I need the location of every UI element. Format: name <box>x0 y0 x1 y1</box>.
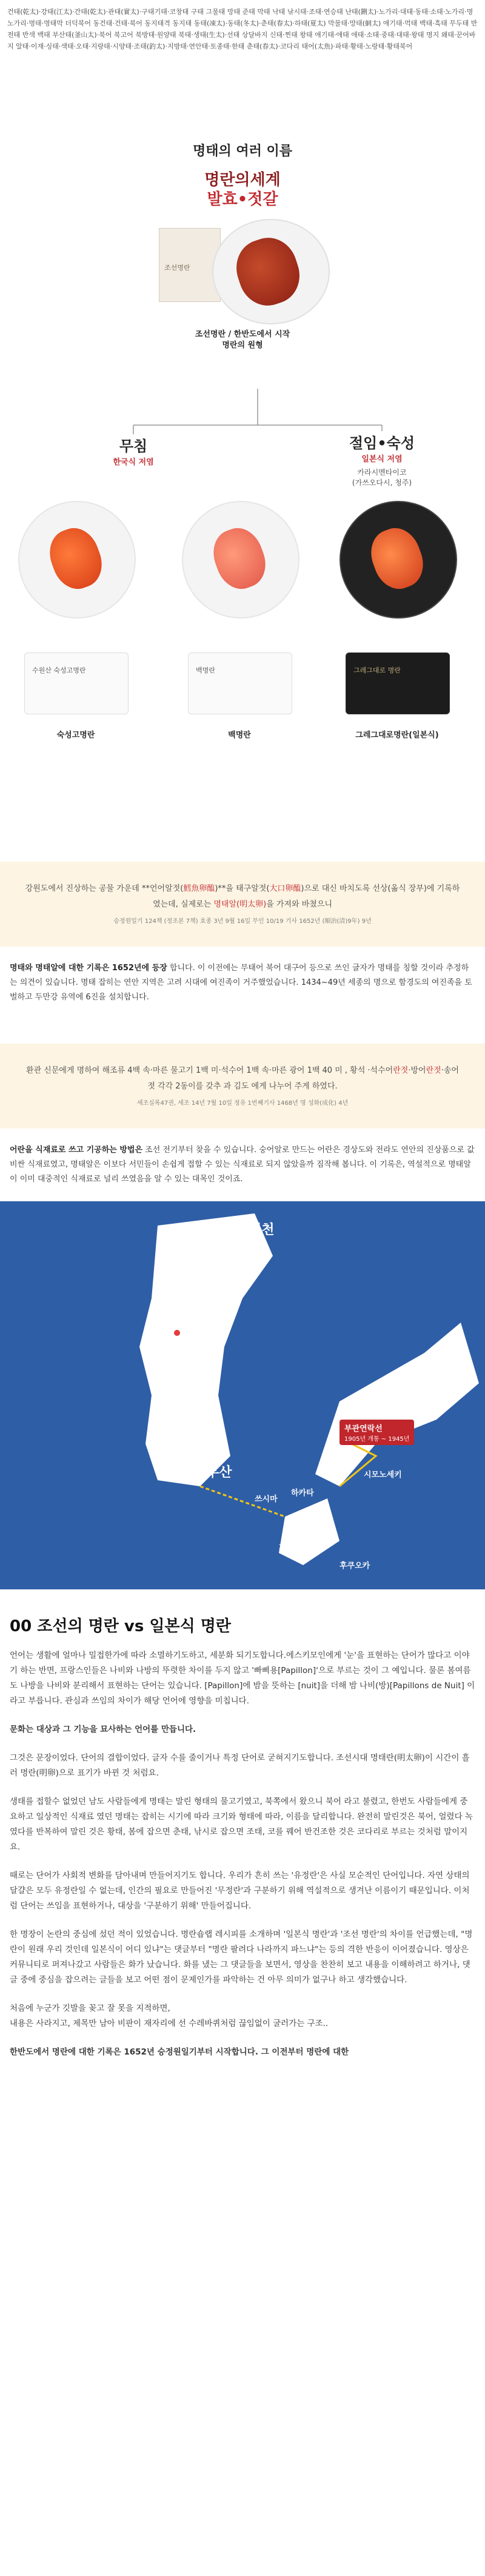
body-text <box>0 1648 485 2060</box>
map-label-tsushima: 쓰시마 <box>255 1495 278 1504</box>
quote2-part-b: ·방어 <box>408 1066 426 1075</box>
branch-note-line2: (가쓰오다시, 청주) <box>352 478 412 487</box>
seoul-marker-icon <box>173 1329 181 1337</box>
body-paragraph: 처음에 누군가 깃발을 꽂고 잘 못을 지적하면, 내용은 사라지고, 제목만 남아 비판이 재자리에 선 수레바퀴처럼 끊임없이 굴러가는 구조.. <box>10 2004 329 2028</box>
pack-japanese <box>346 652 450 714</box>
pack-sukseong <box>24 652 129 714</box>
route-badge-title: 부관연락선 <box>344 1424 383 1434</box>
map-label-sinpo: 신포 <box>230 1264 246 1273</box>
quote-part-d: 을 가져와 바쳤으니 <box>266 900 332 909</box>
branch-korean <box>61 434 206 467</box>
map-label-myeongcheon: 명천 <box>249 1223 275 1238</box>
quote-part-a: 강원도에서 진상하는 공물 가운데 **언어알젓( <box>25 884 184 893</box>
japan-honshu-shape <box>315 1323 479 1486</box>
route-badge-sub: 1905년 개통 ~ 1945년 <box>344 1436 410 1443</box>
korean-peninsula-shape <box>139 1213 273 1486</box>
japan-kyushu-shape <box>279 1498 340 1565</box>
quote2-part-red-b: 란젓 <box>426 1066 441 1075</box>
quote-part-c: )으로 대신 바치도록 선상(옮식 장부)에 기록하였는데, 실제로는 <box>153 884 460 909</box>
branch-korean-subtitle: 한국식 저염 <box>113 458 154 467</box>
quote-sejo <box>0 1044 485 1129</box>
product-label-sukseong: 숙성고명란 <box>56 731 95 740</box>
route-map-shapes <box>0 1201 485 1589</box>
branch-lines <box>0 389 485 437</box>
body-paragraph: 그것은 문장이었다. 단어의 결합이었다. 글자 수를 줄이거나 특정 단어로 굳혀지기도합니다. 조선시대 명태란(明太卵)이 시간이 흘러 명란(明卵)으로 표기가 바뀐 것 처럼요. <box>10 1753 470 1778</box>
body-paragraph: 생태를 접할수 없었던 남도 사람들에게 명태는 말린 형태의 물고기였고, 북쪽에서 왔으니 북어 라고 불렸고, 한번도 사람들에게 중요하고 일상적인 식재료 였던 명태는 잡히는 시기에 따라 크기와 형태에 따라, 이름을 달리합니다. 완전히 말린것은 북어, 얼렸다 녹였다를 반복하여 말린 것은 황태, 봄에 잡으면 춘태, 낚시로 잡으면 조태, 코를 꿰어 반건조한 것은 코다리로 부르는 것처럼 말이지요. <box>10 1797 473 1852</box>
quote2-part-red-a: 란젓 <box>393 1066 409 1075</box>
route-map <box>0 1201 485 1589</box>
pack-baek <box>188 652 292 714</box>
quote-text <box>24 881 461 913</box>
hero-heading-line1: 명란의세계 <box>204 171 281 189</box>
hero-heading <box>0 170 485 209</box>
quote-part-red-b: 大口卵醢 <box>269 884 301 893</box>
quote2-text <box>24 1063 461 1095</box>
quote-seungjeongwon <box>0 862 485 947</box>
quote-part-b: )**을 태구알젓( <box>215 884 270 893</box>
map-label-wonsan: 원산 <box>224 1286 240 1295</box>
section-title: 명태의 여러 이름 <box>192 144 293 159</box>
joseon-myeongran-box <box>159 228 221 302</box>
map-label-seoul: 서울 <box>183 1328 199 1337</box>
map-label-karatsu: 가라츠 <box>279 1543 302 1552</box>
hero-heading-line2: 발효•젓갈 <box>207 190 278 209</box>
body-paragraph-bold: 문화는 대상과 그 기능을 묘사하는 언어를 만듭니다. <box>10 1725 196 1734</box>
quote-source: 승정원일기 124책 (정조본 7책) 효종 3년 9월 16일 무인 10/19 기사 1652년 (順治(清)9年) 9년 <box>113 918 372 925</box>
subheading: 00 조선의 명란 vs 일본식 명란 <box>10 1617 232 1635</box>
hero-caption <box>0 329 485 351</box>
map-label-shimonoseki: 시모노세키 <box>364 1471 402 1480</box>
quote-part-red-c: 명태알(明太卵) <box>213 900 267 909</box>
map-label-fukuoka: 후쿠오카 <box>340 1561 370 1571</box>
pack-japanese-label: 그레그대로 명란 <box>353 666 401 674</box>
map-label-hakata: 하카타 <box>291 1489 314 1498</box>
hero-caption-line2: 명란의 원형 <box>222 341 263 350</box>
branch-korean-title: 무침 <box>119 438 148 455</box>
body-paragraph: 때로는 단어가 사회적 변화를 담아내며 만들어지기도 합니다. 우리가 흔히 쓰는 '유정란'은 사실 모순적인 단어입니다. 자연 상태의 달걀은 모두 유정란일 수 없는데, 인간의 필요로 만들어진 '무정란'과 구분하기 위해 역설적으로 생겨난 이름이기 때문입니다. 이처럼 단어는 쓰임을 표현하거나, 대상을 '구분하기 위해' 만들어집니다. <box>10 1871 470 1911</box>
map-label-gongju: 공주 <box>182 1352 198 1361</box>
branch-diagram <box>0 389 485 862</box>
pack-baek-label: 백명란 <box>196 666 215 674</box>
paragraph-roe-rest: 조선 전기부터 찾을 수 있습니다. 숭어알로 만드는 어란은 경상도와 전라도 연안의 진상품으로 값비싼 식재료였고, 명태알은 이보다 서민들이 손쉽게 접할 수 있는 식재료로 되지 않았을까 짐작해 봅니다. 이 기록은, 역설적으로 명태알이 이미 대중적인 식재료로 널리 쓰였음을 알 수 있는 대목인 것이죠. <box>10 1145 475 1184</box>
route-badge <box>340 1420 414 1445</box>
paragraph-1652-bold: 명태와 명태알에 대한 기록은 1652년에 등장 <box>10 964 167 973</box>
paragraph-roe-bold: 어란을 식재료로 쓰고 기공하는 방법은 <box>10 1145 143 1155</box>
pollock-names-list: 건태(乾太)·강태(江太)·간태(乾太)·관태(實太)·구태기태·코창태 구태 그물태 망태 준태 막태 낙태 낚시태·조태·연승태 난태(鉶太)·노가리·대태·동태·소태·노가리·명노가리·명태·명태막 더덕북어 동건태·건태·북어 동지태격 동지태 동태(凍太)·동태(冬太)·춘태(春太)·하태(夏太) 막물태·망태(網太) 애기태·먹태 백태·흑태 무두태 반전태 반색 백태 부산태(釜山太)·북어 북고어 북방태·원양태 북태·생태(生太)·선태 상달바지 신태·찐태 왕태 애기태·애태 애태·소태·중태·대태·왕태 명지 왜태·꾼어바지 알태·이재·싱태·색태·오태·지랑태·시양태·조태(釣太)·지방태·연안태·토종태·한태 춘태(春太)·코다리 태어(太魚)·파태·황태·노랑태·황태북어 <box>7 8 478 50</box>
hero-caption-line1: 조선명란 / 한반도에서 시작 <box>195 330 290 339</box>
box-label: 조선명란 <box>164 264 190 272</box>
branch-japanese <box>309 431 455 488</box>
branch-japanese-note <box>309 468 455 488</box>
product-label-baek: 백명란 <box>228 731 251 740</box>
branch-note-line1: 카라시멘타이코 <box>357 468 407 477</box>
quote2-part-c: ·송어젓 각각 2동이를 갖추 과 김도 에게 나누어 주게 하였다. <box>147 1066 459 1091</box>
pack-sukseong-label: 수원산 숙성고명란 <box>32 666 86 674</box>
quote-part-red-a: 鱈魚卵醢 <box>183 884 215 893</box>
body-paragraph: 한 명장이 논란의 중심에 섰던 적이 있었습니다. 명란숍랩 레시피를 소개하며 '일본식 명란'과 '조선 명란'의 차이를 언급했는데, "명란이 원래 우리 것인데 일본식이 어디 있냐"는 댓글부터 "명란 팔려다 나라까지 파느냐"는 등의 격한 반응이 이어졌습니다. 영상은 커뮤니티로 퍼져나갔고 사람들은 화가 났습니다. 화를 냈는 그 댓글들을 보면서, 영상을 찬찬히 보고 내용을 이해하려고 하거나, 댓글 중에 중심을 잡으려는 글들을 보고 어떤 점이 문제인가를 파악하는 건 아무 의미가 없구나 하고 생각했습니다. <box>10 1930 473 1985</box>
hero-diagram <box>0 170 485 389</box>
paragraph-1652-rest: 합니다. 이 이전에는 무태어 북어 대구어 등으로 쓰인 글자가 명태를 칭할 것이라 추정하는 의견이 있습니다. 명태 잡히는 연안 지역은 고려 시대에 여진족이 거주했었습니다. 1434~49년 세종의 명으로 함경도의 여진족을 토벌하고 두만강 유역에 6진을 설치합니다. <box>10 964 472 1002</box>
map-label-busan: 부산 <box>206 1465 232 1480</box>
body-paragraph: 언어는 생활에 얼마나 밀접한가에 따라 소멸하기도하고, 세분화 되기도합니다.에스키모인에게 '눈'을 표현하는 단어가 많다고 이야기 하는 반면, 프랑스인들은 나비와 나방의 뚜렷한 차이를 두지 않고 '빠삐용[Papillon]'으로 부르는 것이 그 예입니다. 물론 봄여름도 나방을 나비와 분리해서 표현하는 단어는 있습니다. [Papillon]에 밤을 뜻하는 [nuit]을 더해 밤 나비(방)[Papillons de Nuit] 이라고 부릅니다. 관심과 쓰임의 차이가 해당 언어에 영향을 미칩니다. <box>10 1651 475 1706</box>
product-label-japanese: 그레그대로명란(일본식) <box>355 731 439 740</box>
paragraph-roe-ingredient <box>0 1129 485 1201</box>
quote2-part-a: 환관 신문에게 명하여 해조류 4백 속·마른 물고기 1백 미·석수어 1백 속·마른 광어 1백 40 미 , 황석 ·석수어 <box>26 1066 393 1075</box>
branch-japanese-subtitle: 일본식 저염 <box>361 455 403 464</box>
body-paragraph-last: 한반도에서 명란에 대한 기록은 1652년 승정원일기부터 시작합니다. 그 이전부터 명란에 대한 <box>10 2047 349 2057</box>
branch-japanese-title: 절임•숙성 <box>349 435 415 452</box>
paragraph-1652 <box>0 947 485 1019</box>
quote2-source: 세조실록47권, 세조 14년 7월 10일 정유 1번째기사 1468년 명 성화(成化) 4년 <box>136 1100 349 1107</box>
